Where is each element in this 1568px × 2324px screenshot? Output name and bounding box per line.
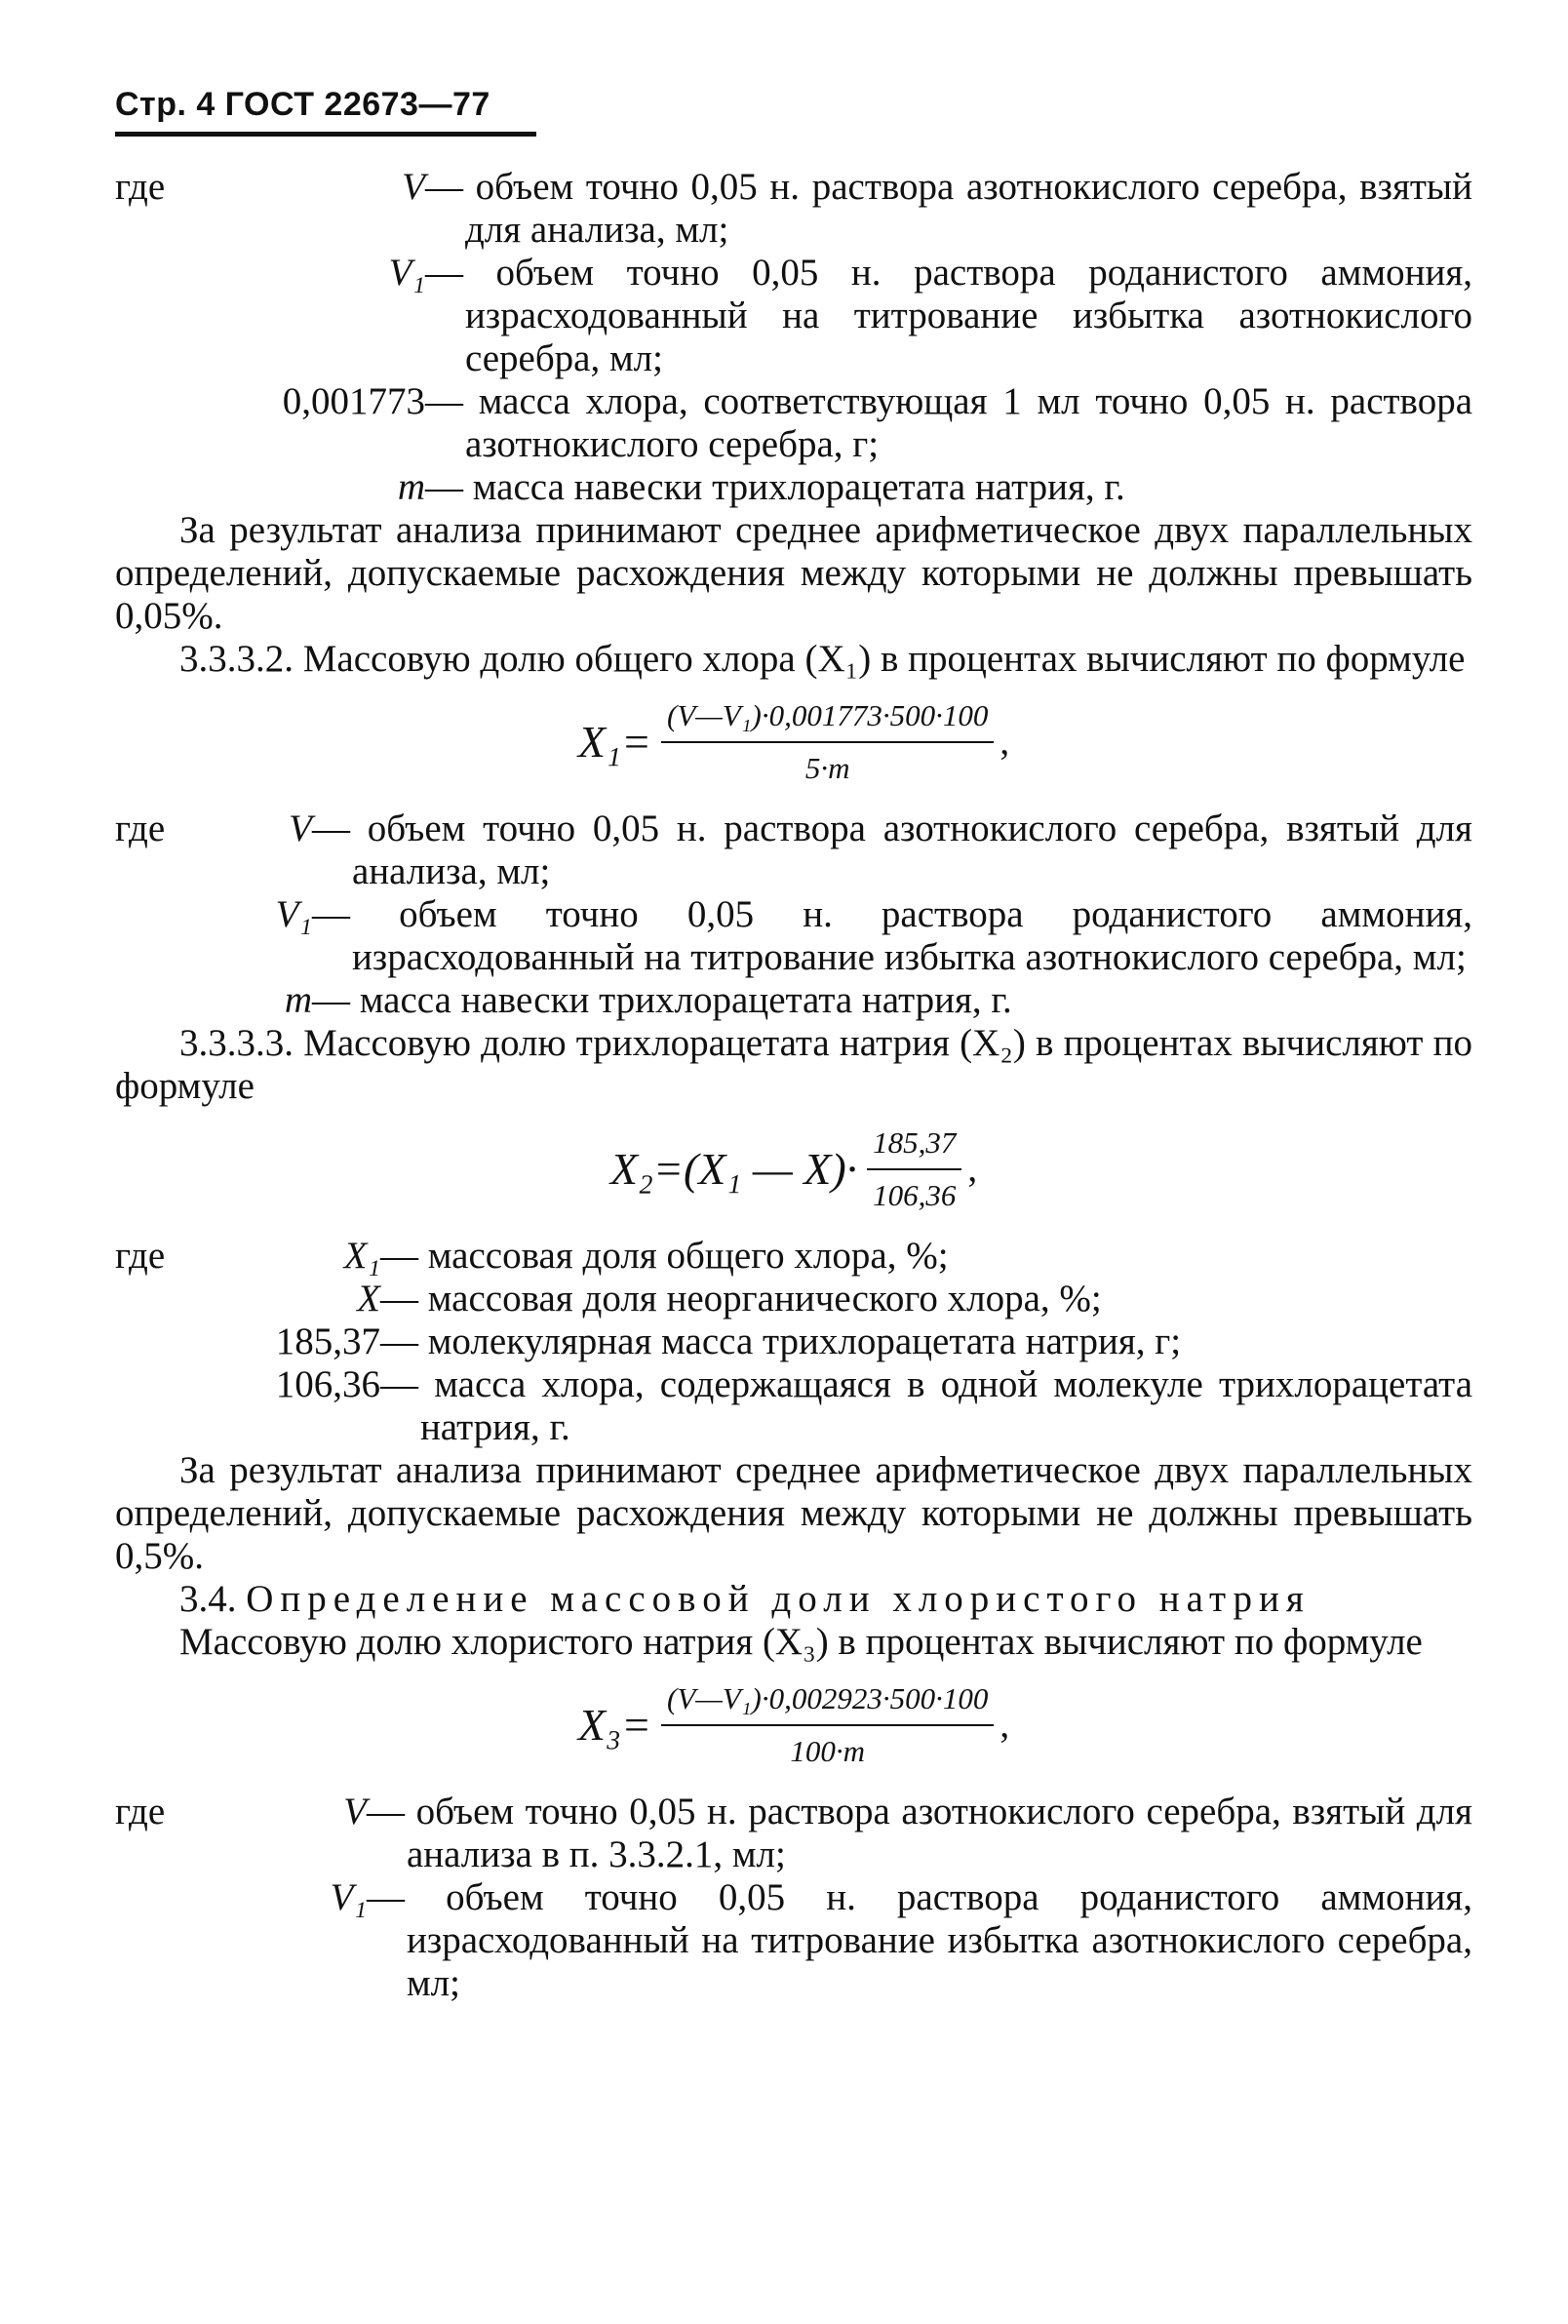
def-desc: — масса навески трихлорацетата натрия, г. xyxy=(312,979,1012,1021)
formula-lhs: X₃= xyxy=(577,1700,651,1750)
definitions-list-3 xyxy=(115,1235,1472,1449)
def-term: V xyxy=(343,1791,367,1832)
def-desc: — объем точно 0,05 н. раствора азотнокислого серебра, взятый для анализа в п. 3.3.2.1, мл; xyxy=(367,1791,1472,1875)
def-where xyxy=(115,893,195,979)
def-term: X xyxy=(357,1278,380,1320)
formula-denominator: 106,36 xyxy=(873,1178,957,1212)
formula-x3 xyxy=(115,1677,1472,1773)
formula-lhs: X₂=(X₁ — X)· xyxy=(609,1144,858,1194)
paragraph-3-3-3-3: 3.3.3.3. Массовую долю трихлорацетата натрия (X₂) в процентах вычисляют по формуле xyxy=(115,1022,1472,1107)
def-desc: — молекулярная масса трихлорацетата натрия, г; xyxy=(380,1320,1182,1362)
formula-lhs: X₁= xyxy=(577,717,651,767)
def-desc: — объем точно 0,05 н. раствора азотнокислого серебра, взятый для анализа, мл; xyxy=(312,807,1472,892)
def-term: V xyxy=(289,807,312,849)
def-desc: — объем точно 0,05 н. раствора роданистого аммония, израсходованный на титрование избытка азотнокислого серебра, мл; xyxy=(425,252,1473,379)
def-desc: — массовая доля общего хлора, %; xyxy=(380,1235,949,1277)
def-where: где xyxy=(115,807,166,849)
def-desc: — объем точно 0,05 н. раствора роданистого аммония, израсходованный на титрование избытка азотнокислого серебра, мл; xyxy=(312,893,1473,978)
def-where xyxy=(115,1320,195,1363)
def-desc: — масса хлора, содержащаяся в одной молекуле трихлорацетата натрия, г. xyxy=(380,1363,1472,1448)
formula-numerator: (V—V₁)·0,001773·500·100 xyxy=(661,694,994,743)
def-term: m xyxy=(284,979,312,1021)
section-title: Определение массовой доли хлористого натрия xyxy=(246,1578,1311,1620)
paragraph-3-3-3-2: 3.3.3.2. Массовую долю общего хлора (X₁) в процентах вычисляют по формуле xyxy=(179,638,1466,680)
def-where: где xyxy=(115,1791,166,1832)
def-term: 185,37 xyxy=(275,1320,380,1362)
formula-x1 xyxy=(115,694,1472,790)
formula-denominator: 5·m xyxy=(804,751,850,785)
formula-denominator: 100·m xyxy=(790,1734,865,1768)
def-term: V₁ xyxy=(388,252,425,294)
def-desc: — масса хлора, соответствующая 1 мл точно 0,05 н. раствора азотнокислого серебра, г; xyxy=(425,380,1473,465)
formula-fraction xyxy=(867,1122,961,1217)
section-number: 3.4. xyxy=(179,1578,237,1620)
def-term: V₁ xyxy=(330,1876,367,1918)
def-desc: — объем точно 0,05 н. раствора роданистого аммония, израсходованный на титрование избытка азотнокислого серебра, мл; xyxy=(367,1876,1473,2004)
formula-fraction xyxy=(661,694,994,790)
formula-tail: , xyxy=(967,1148,978,1190)
page-header: Стр. 4 ГОСТ 22673—77 xyxy=(115,86,536,137)
document-body xyxy=(115,166,1472,2005)
def-term: X₁ xyxy=(343,1235,380,1277)
paragraph-result-1: За результат анализа принимают среднее арифметическое двух параллельных определений, допускаемые расхождения между которыми не должны превышать 0,05%. xyxy=(115,509,1472,637)
def-where: где xyxy=(115,1235,166,1277)
def-where xyxy=(115,979,195,1022)
def-term: 0,001773 xyxy=(282,380,425,422)
def-term: V₁ xyxy=(275,893,312,935)
def-where xyxy=(115,252,195,380)
def-where xyxy=(115,1876,195,2005)
paragraph-x3: Массовую долю хлористого натрия (X₃) в процентах вычисляют по формуле xyxy=(179,1621,1423,1663)
formula-tail: , xyxy=(1000,1704,1010,1746)
def-where: где xyxy=(115,166,166,208)
formula-numerator: 185,37 xyxy=(867,1122,961,1170)
paragraph-result-2: За результат анализа принимают среднее арифметическое двух параллельных определений, допускаемые расхождения между которыми не должны превышать 0,5%. xyxy=(115,1449,1472,1577)
def-term: m xyxy=(397,466,425,508)
definitions-list-2 xyxy=(115,807,1472,1022)
def-desc: — массовая доля неорганического хлора, %; xyxy=(380,1278,1102,1320)
def-where xyxy=(115,466,195,509)
formula-tail: , xyxy=(1000,721,1010,763)
def-term: 106,36 xyxy=(275,1363,380,1405)
formula-numerator: (V—V₁)·0,002923·500·100 xyxy=(661,1677,994,1726)
def-where xyxy=(115,1363,195,1449)
section-3-4-heading xyxy=(115,1578,1472,1621)
definitions-list-4 xyxy=(115,1791,1472,2005)
def-term: V xyxy=(402,166,425,208)
formula-x2 xyxy=(115,1122,1472,1217)
definitions-list-1 xyxy=(115,166,1472,509)
formula-fraction xyxy=(661,1677,994,1773)
def-desc: — объем точно 0,05 н. раствора азотнокислого серебра, взятый для анализа, мл; xyxy=(425,166,1473,251)
def-where xyxy=(115,1278,195,1320)
def-desc: — масса навески трихлорацетата натрия, г. xyxy=(425,466,1125,508)
